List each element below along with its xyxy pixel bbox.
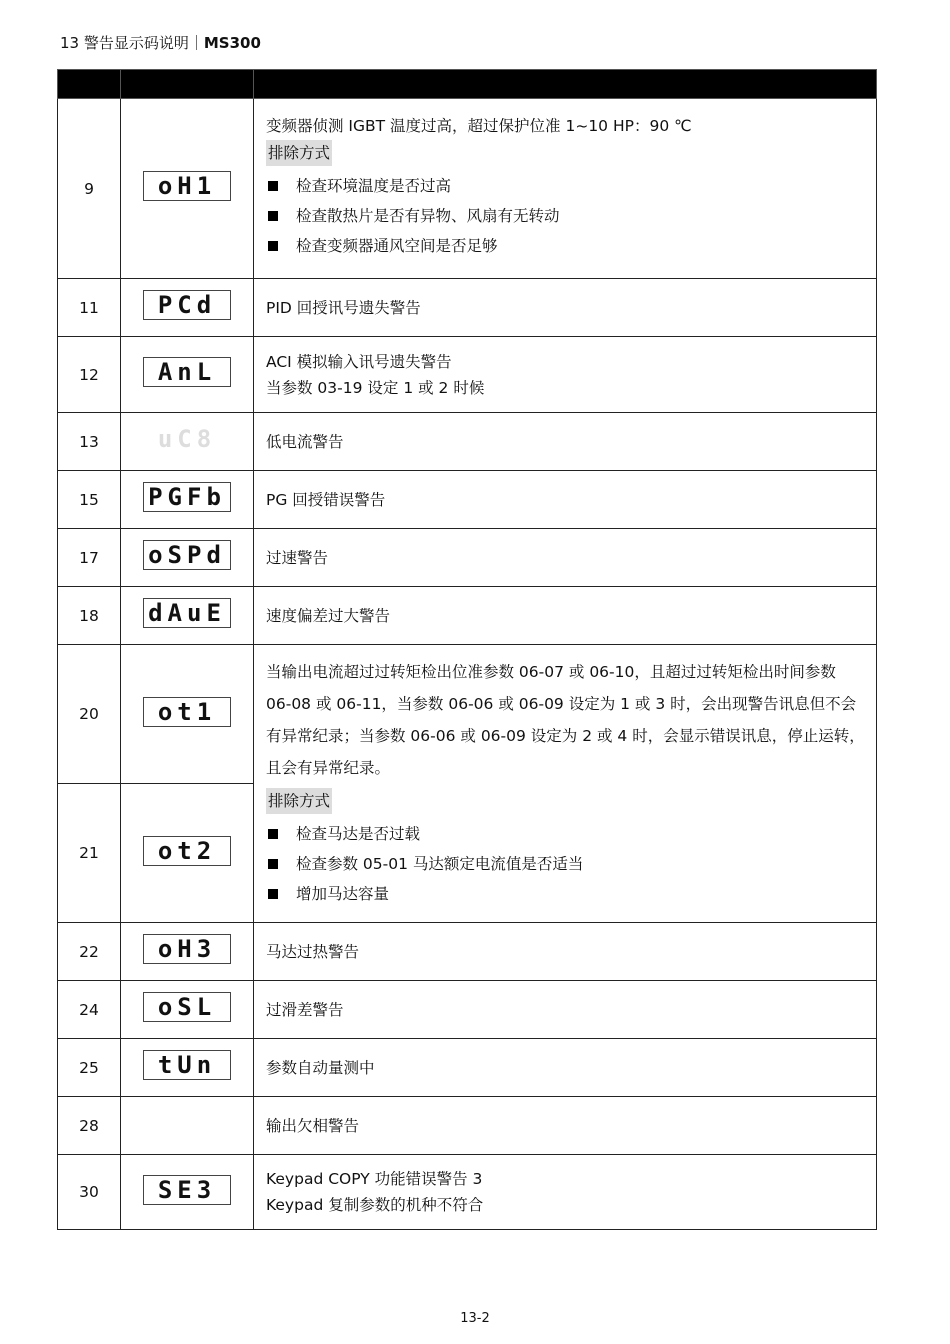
warning-description: 变频器侦测 IGBT 温度过高，超过保护位准 1~10 HP：90 ℃ xyxy=(266,116,692,135)
warning-id: 21 xyxy=(58,784,121,923)
warning-description: 输出欠相警告 xyxy=(266,1116,360,1135)
page-header xyxy=(60,33,261,53)
warning-id: 9 xyxy=(58,99,121,279)
lcd-code: ot1 xyxy=(143,697,231,727)
list-item: 检查环境温度是否过高 xyxy=(266,176,866,196)
warning-id: 25 xyxy=(58,1039,121,1097)
lcd-code: oSL xyxy=(143,992,231,1022)
lcd-code: AnL xyxy=(143,357,231,387)
table-row xyxy=(58,99,877,279)
warning-description: 过滑差警告 xyxy=(266,1000,344,1019)
warning-id: 24 xyxy=(58,981,121,1039)
lcd-code: oH3 xyxy=(143,934,231,964)
bullet-square-icon xyxy=(268,829,278,839)
list-item: 检查参数 05-01 马达额定电流值是否适当 xyxy=(266,854,866,874)
list-item: 检查散热片是否有异物、风扇有无转动 xyxy=(266,206,866,226)
lcd-code: tUn xyxy=(143,1050,231,1080)
table-row xyxy=(58,471,877,529)
warning-condition: 当参数 03-19 设定 1 或 2 时候 xyxy=(266,378,485,397)
table-row xyxy=(58,981,877,1039)
lcd-code: ot2 xyxy=(143,836,231,866)
list-item: 检查马达是否过载 xyxy=(266,824,866,844)
header-model: MS300 xyxy=(203,34,261,52)
list-item: 检查变频器通风空间是否足够 xyxy=(266,236,866,256)
table-row xyxy=(58,279,877,337)
lcd-code: uC8 xyxy=(157,425,217,453)
warning-description: 参数自动量测中 xyxy=(266,1058,375,1077)
lcd-code: oH1 xyxy=(143,171,231,201)
list-item: 增加马达容量 xyxy=(266,884,866,904)
warning-id: 18 xyxy=(58,587,121,645)
warning-description: 低电流警告 xyxy=(266,432,344,451)
table-row xyxy=(58,1097,877,1155)
warning-id: 30 xyxy=(58,1155,121,1230)
warning-description: PID 回授讯号遗失警告 xyxy=(266,298,421,317)
lcd-code: PGFb xyxy=(143,482,231,512)
remedy-label: 排除方式 xyxy=(266,788,332,814)
lcd-code: dAuE xyxy=(143,598,231,628)
warning-description: PG 回授错误警告 xyxy=(266,490,386,509)
bullet-square-icon xyxy=(268,859,278,869)
warning-description: 过速警告 xyxy=(266,548,329,567)
bullet-square-icon xyxy=(268,181,278,191)
over-torque-paragraph: 当输出电流超过过转矩检出位准参数 06-07 或 06-10，且超过过转矩检出时间参数 06-08 或 06-11，当参数 06-06 或 06-09 设定为 1 或 3 时，会出现警告讯息但不会有异常纪录；当参数 06-06 或 06-09 设定为 2 或 4 时，会显示错误讯息，停止运转，且会有异常纪录。 xyxy=(266,662,865,777)
table-row xyxy=(58,923,877,981)
over-torque-description xyxy=(254,645,877,923)
warning-condition: Keypad 复制参数的机种不符合 xyxy=(266,1196,484,1214)
lcd-code-empty xyxy=(121,1097,254,1155)
bullet-square-icon xyxy=(268,211,278,221)
bullet-square-icon xyxy=(268,241,278,251)
warning-id: 12 xyxy=(58,337,121,413)
table-row xyxy=(58,587,877,645)
warning-id: 17 xyxy=(58,529,121,587)
bullet-square-icon xyxy=(268,889,278,899)
page-number: 13-2 xyxy=(460,1311,490,1326)
table-row xyxy=(58,1039,877,1097)
lcd-code: PCd xyxy=(143,290,231,320)
lcd-code: SE3 xyxy=(143,1175,231,1205)
warning-id: 28 xyxy=(58,1097,121,1155)
lcd-code: oSPd xyxy=(143,540,231,570)
warning-description: 马达过热警告 xyxy=(266,942,360,961)
warning-id: 13 xyxy=(58,413,121,471)
warning-id: 11 xyxy=(58,279,121,337)
warning-id: 20 xyxy=(58,645,121,784)
warning-id: 22 xyxy=(58,923,121,981)
table-header-row xyxy=(58,70,877,99)
table-row xyxy=(58,529,877,587)
table-row xyxy=(58,645,877,784)
remedy-label: 排除方式 xyxy=(266,140,332,166)
table-row xyxy=(58,413,877,471)
warning-description: 速度偏差过大警告 xyxy=(266,606,391,625)
table-row xyxy=(58,1155,877,1230)
warning-description: Keypad COPY 功能错误警告 3 xyxy=(266,1170,483,1188)
warning-id: 15 xyxy=(58,471,121,529)
table-row xyxy=(58,337,877,413)
header-chapter: 13 警告显示码说明｜ xyxy=(60,34,204,52)
warning-code-table xyxy=(57,69,877,1230)
warning-description: ACI 模拟输入讯号遗失警告 xyxy=(266,352,452,371)
